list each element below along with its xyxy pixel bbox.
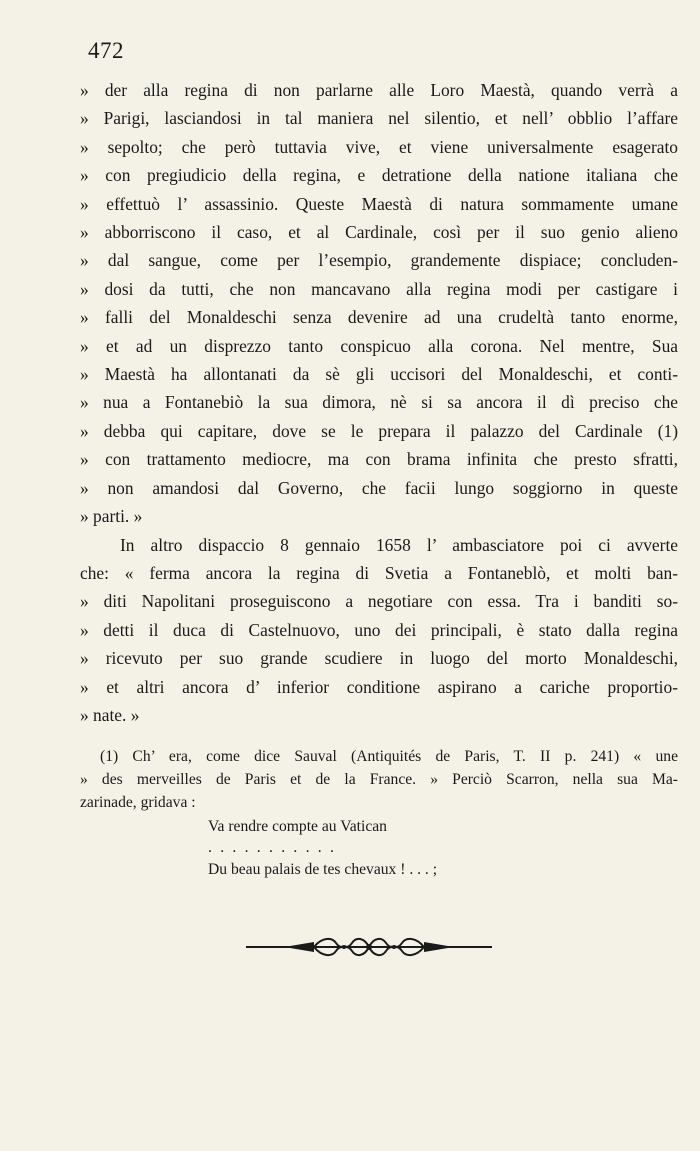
footnote-line: zarinade, gridava : bbox=[80, 794, 196, 812]
ellipsis-dots: ........... bbox=[208, 838, 343, 856]
text-line: » falli del Monaldeschi senza devenire ad una crudeltà tanto enorme, bbox=[80, 307, 678, 328]
text-line: che: « ferma ancora la regina di Svetia a Fontaneblò, et molti ban- bbox=[80, 562, 678, 583]
text-line: » parti. » bbox=[80, 506, 143, 527]
text-line: » et ad un disprezzo tanto conspicuo alla corona. Nel mentre, Sua bbox=[80, 335, 678, 356]
text-line: » dal sangue, come per l’esempio, grandemente dispiace; concluden- bbox=[80, 250, 678, 271]
paragraph-start-line: In altro dispaccio 8 gennaio 1658 l’ ambasciatore poi ci avverte bbox=[120, 534, 678, 555]
text-line: » Maestà ha allontanati da sè gli uccisori del Monaldeschi, et conti- bbox=[80, 364, 678, 385]
ornament-divider bbox=[244, 932, 494, 962]
text-line: » non amandosi dal Governo, che facii lungo soggiorno in queste bbox=[80, 477, 678, 498]
text-line: » Parigi, lasciandosi in tal maniera nel silentio, et nell’ obblio l’affare bbox=[80, 108, 678, 129]
footnote bbox=[80, 745, 678, 881]
footnote-line: » des merveilles de Paris et de la France. » Perciò Scarron, nella sua Ma- bbox=[80, 771, 678, 789]
text-line: » con trattamento mediocre, ma con brama infinita che presto sfratti, bbox=[80, 449, 678, 470]
page-number: 472 bbox=[88, 38, 124, 63]
footnote-line: (1) Ch’ era, come dice Sauval (Antiquités de Paris, T. II p. 241) « une bbox=[100, 748, 678, 765]
verse-line: Du beau palais de tes chevaux ! . . . ; bbox=[208, 860, 438, 878]
text-line: » con pregiudicio della regina, e detratione della natione italiana che bbox=[80, 165, 678, 186]
text-line: » et altri ancora d’ inferior conditione aspirano a cariche proportio- bbox=[80, 676, 678, 697]
text-line: » diti Napolitani proseguiscono a negotiare con essa. Tra i banditi so- bbox=[80, 591, 678, 612]
text-line: » der alla regina di non parlarne alle Loro Maestà, quando verrà a bbox=[80, 80, 678, 100]
text-line: » sepolto; che però tuttavia vive, et viene universalmente esagerato bbox=[80, 136, 678, 157]
text-line: » effettuò l’ assassinio. Queste Maestà di natura sommamente umane bbox=[80, 193, 678, 214]
text-line: » dosi da tutti, che non mancavano alla regina modi per castigare i bbox=[80, 278, 678, 299]
text-line: » abborriscono il caso, et al Cardinale, così per il suo genio alieno bbox=[80, 222, 678, 243]
text-line: » debba qui capitare, dove se le prepara il palazzo del Cardinale (1) bbox=[80, 420, 678, 441]
text-line: » nate. » bbox=[80, 704, 140, 725]
text-line: » ricevuto per suo grande scudiere in luogo del morto Monaldeschi, bbox=[80, 648, 678, 669]
main-text bbox=[80, 76, 678, 729]
verse-line: Va rendre compte au Vatican bbox=[208, 817, 387, 835]
text-line: » nua a Fontanebiò la sua dimora, nè si sa ancora il dì preciso che bbox=[80, 392, 678, 413]
text-line: » detti il duca di Castelnuovo, uno dei principali, è stato dalla regina bbox=[80, 619, 678, 640]
